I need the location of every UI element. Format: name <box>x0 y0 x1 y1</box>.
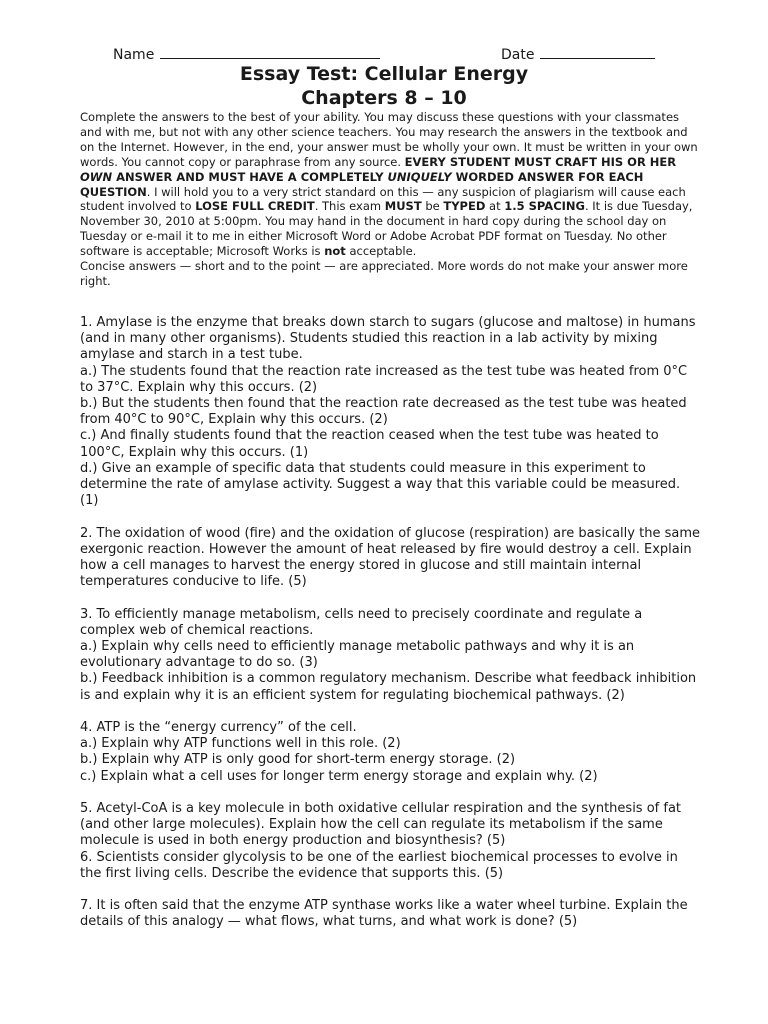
name-blank-line <box>160 44 380 59</box>
emphasis-text: LOSE FULL CREDIT <box>195 199 315 214</box>
emphasis-text: WORDED ANSWER FOR EACH QUESTION <box>80 169 644 199</box>
instructions-text: Complete the answers to the best of your ability. You may discuss these questions with your classmates and with me, but not with any other science teachers. You may research the answers in the textbook and on the Internet. However, in the end, your answer must be wholly your own. It must be written in your own words. You cannot copy or paraphrase from any source. <box>80 110 698 169</box>
question-part: a.) Explain why ATP functions well in this role. (2) <box>80 736 401 752</box>
question-5-6 <box>80 801 700 882</box>
page-title: Essay Test: Cellular Energy <box>239 63 529 85</box>
question-part: a.) Explain why cells need to efficiently manage metabolic pathways and why it is an evolutionary advantage to do so. (3) <box>80 639 635 671</box>
emphasis-text: TYPED <box>443 199 486 214</box>
emphasis-text: OWN <box>80 169 113 184</box>
emphasis-text: UNIQUELY <box>387 169 452 184</box>
instructions-text: be <box>421 199 444 214</box>
question-part: b.) But the students then found that the reaction rate decreased as the test tube was heated from 40°C to 90°C, Explain why this occurs. (2) <box>80 396 687 428</box>
page-subtitle: Chapters 8 – 10 <box>301 87 467 109</box>
instructions-text: . This exam <box>314 199 385 214</box>
question-2 <box>80 526 700 591</box>
question-stem: 4. ATP is the “energy currency” of the cell. <box>80 720 357 736</box>
concise-note: Concise answers — short and to the point — are appreciated. More words do not make your answer more right. <box>80 259 688 288</box>
question-7 <box>80 898 700 930</box>
header-row <box>113 44 673 64</box>
instructions-text: at <box>485 199 505 214</box>
instructions-text: . I will hold you to a very strict standard on this — any suspicion of plagiarism will cause each student involved to <box>80 184 686 214</box>
question-3 <box>80 607 700 704</box>
instructions <box>80 110 700 289</box>
question-4 <box>80 720 700 785</box>
emphasis-text: 1.5 SPACING <box>504 199 585 214</box>
question-part: a.) The students found that the reaction rate increased as the test tube was heated from 0°C to 37°C. Explain why this occurs. (2) <box>80 363 688 395</box>
date-blank-line <box>540 44 655 59</box>
question-stem: 7. It is often said that the enzyme ATP synthase works like a water wheel turbine. Explain the details of this analogy — what flows, what turns, and what work is done? (5) <box>80 898 688 930</box>
emphasis-text: ANSWER AND MUST HAVE A COMPLETELY <box>112 169 388 184</box>
name-label: Name <box>113 47 155 63</box>
question-stem: 2. The oxidation of wood (fire) and the oxidation of glucose (respiration) are basically the same exergonic reaction. However the amount of heat released by fire would destroy a cell. Explain how a cell manages to harvest the energy stored in glucose and still maintain internal temperatures conducive to life. (5) <box>80 525 700 590</box>
question-list <box>80 315 700 947</box>
instructions-text: . It is due Tuesday, November 30, 2010 at 5:00pm. You may hand in the document in hard copy during the school day on Tuesday or e-mail it to me in either Microsoft Word or Adobe Acrobat PDF format on Tuesday. No other software is acceptable; Microsoft Works is <box>80 199 693 259</box>
question-stem: 5. Acetyl-CoA is a key molecule in both oxidative cellular respiration and the synthesis of fat (and other large molecules). Explain how the cell can regulate its metabolism if the same molecule is used in both energy production and biosynthesis? (5) <box>80 801 682 849</box>
question-part: c.) Explain what a cell uses for longer term energy storage and explain why. (2) <box>80 768 598 784</box>
emphasis-text: MUST <box>384 199 422 214</box>
emphasis-text: EVERY STUDENT MUST CRAFT HIS OR HER <box>404 154 677 169</box>
instructions-paragraph <box>80 110 700 259</box>
question-stem: 3. To efficiently manage metabolism, cells need to precisely coordinate and regulate a complex web of chemical reactions. <box>80 606 643 638</box>
question-part: b.) Explain why ATP is only good for short-term energy storage. (2) <box>80 752 516 768</box>
question-part: c.) And finally students found that the reaction ceased when the test tube was heated to 100°C, Explain why this occurs. (1) <box>80 428 659 460</box>
instructions-text: acceptable. <box>345 244 417 259</box>
question-part: b.) Feedback inhibition is a common regulatory mechanism. Describe what feedback inhibition is and explain why it is an efficient system for regulating biochemical pathways. (2) <box>80 671 697 703</box>
date-label: Date <box>501 47 535 63</box>
question-stem: 1. Amylase is the enzyme that breaks down starch to sugars (glucose and maltose) in humans (and in many other organisms). Students studied this reaction in a lab activity by mixing amylase and starch in a test tube. <box>80 315 696 363</box>
question-1 <box>80 315 700 509</box>
date-field <box>501 44 655 63</box>
question-part: d.) Give an example of specific data that students could measure in this experiment to determine the rate of amylase activity. Suggest a way that this variable could be measured. (1) <box>80 460 681 509</box>
emphasis-text: not <box>324 244 346 259</box>
question-stem: 6. Scientists consider glycolysis to be one of the earliest biochemical processes to evolve in the first living cells. Describe the evidence that supports this. (5) <box>80 849 678 881</box>
name-field <box>113 44 380 63</box>
